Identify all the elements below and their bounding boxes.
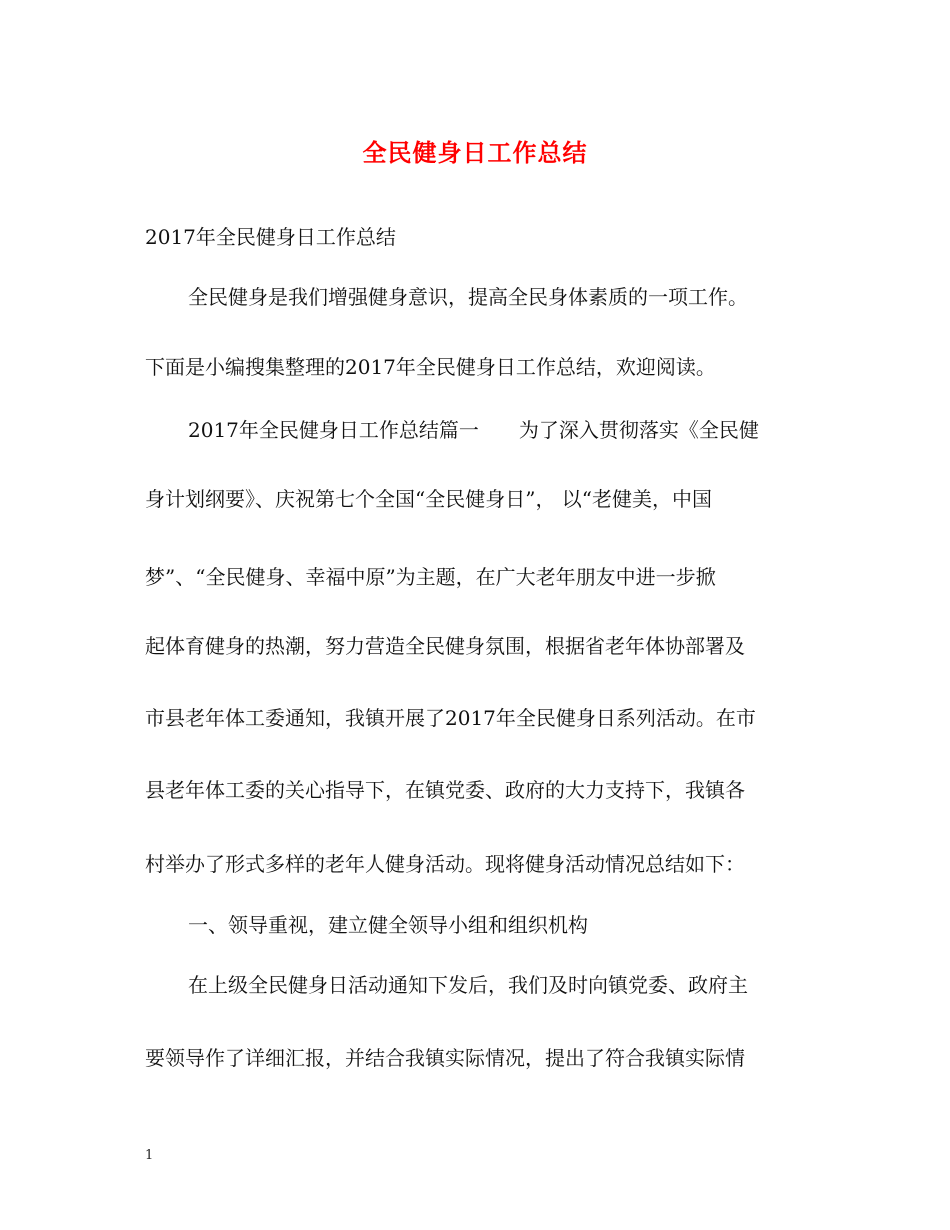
paragraph-line: 县老年体工委的关心指导下，在镇党委、政府的大力支持下，我镇各 (145, 778, 745, 802)
paragraph-line: 市县老年体工委通知，我镇开展了2017年全民健身日系列活动。在市 (145, 706, 756, 730)
section-title: 一、领导重视，建立健全领导小组和组织机构 (188, 913, 588, 937)
paragraph-line: 下面是小编搜集整理的2017年全民健身日工作总结，欢迎阅读。 (145, 355, 716, 379)
paragraph-line: 要领导作了详细汇报，并结合我镇实际情况，提出了符合我镇实际情 (145, 1046, 745, 1070)
paragraph-line: 起体育健身的热潮，努力营造全民健身氛围，根据省老年体协部署及 (145, 634, 745, 658)
document-subtitle: 2017年全民健身日工作总结 (145, 225, 396, 249)
section-heading: 2017年全民健身日工作总结篇一 (188, 418, 479, 442)
section-heading-line (188, 416, 759, 444)
document-title: 全民健身日工作总结 (362, 138, 588, 167)
page-number: 1 (145, 1148, 154, 1163)
paragraph-line: 村举办了形式多样的老年人健身活动。现将健身活动情况总结如下： (145, 852, 745, 876)
paragraph-line: 全民健身是我们增强健身意识，提高全民身体素质的一项工作。 (188, 285, 748, 309)
paragraph-line: 在上级全民健身日活动通知下发后，我们及时向镇党委、政府主 (188, 973, 748, 997)
section-text: 为了深入贯彻落实《全民健 (518, 418, 759, 442)
paragraph-line: 梦”、“全民健身、幸福中原”为主题，在广大老年朋友中进一步掀 (145, 565, 716, 589)
paragraph-line: 身计划纲要》、庆祝第七个全国“全民健身日”， 以“老健美，中国 (145, 487, 713, 511)
